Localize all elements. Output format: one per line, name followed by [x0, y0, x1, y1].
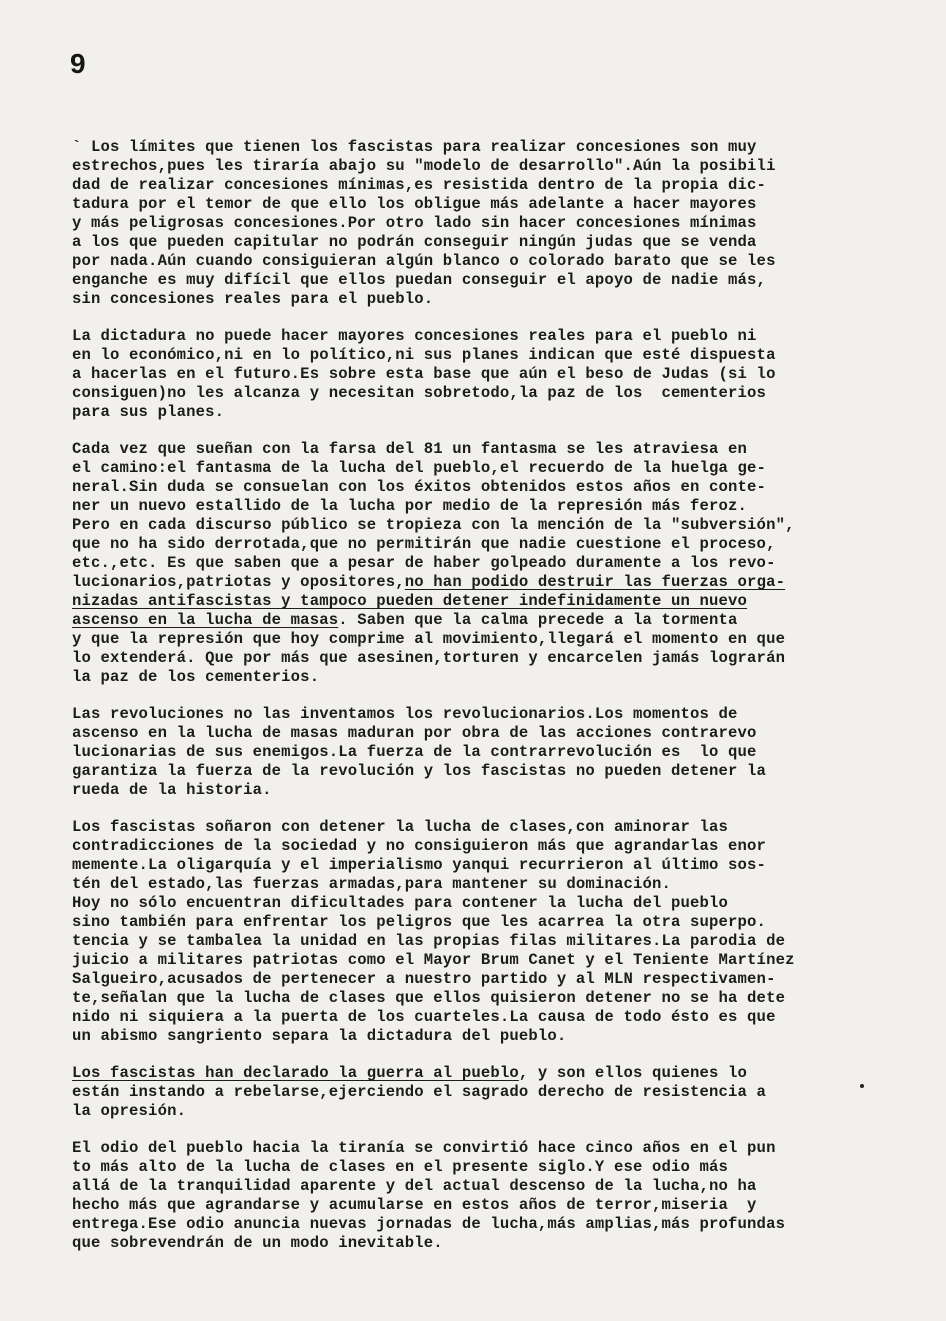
text-line: [72, 932, 862, 951]
text-segment: hecho más que agrandarse y acumularse en estos años de terror,miseria y: [72, 1196, 757, 1214]
text-segment: allá de la tranquilidad aparente y del actual descenso de la lucha,no ha: [72, 1177, 757, 1195]
text-segment: sino también para enfrentar los peligros que les acarrea la otra superpo.: [72, 913, 767, 931]
text-line: [72, 1234, 862, 1253]
text-line: [72, 1102, 862, 1121]
text-segment: memente.La oligarquía y el imperialismo yanqui recurrieron al último sos-: [72, 856, 767, 874]
text-segment: enganche es muy difícil que ellos puedan conseguir el apoyo de nadie más,: [72, 271, 767, 289]
text-segment: to más alto de la lucha de clases en el presente siglo.Y ese odio más: [72, 1158, 729, 1176]
text-line: [72, 951, 862, 970]
text-segment: dad de realizar concesiones mínimas,es resistida dentro de la propia dic-: [72, 176, 767, 194]
text-line: [72, 1027, 862, 1046]
paragraph: [72, 440, 862, 687]
text-line: [72, 1139, 862, 1158]
text-line: [72, 705, 862, 724]
text-segment: Los fascistas soñaron con detener la lucha de clases,con aminorar las: [72, 818, 729, 836]
text-segment: neral.Sin duda se consuelan con los éxitos obtenidos estos años en conte-: [72, 478, 767, 496]
text-segment: etc.,etc. Es que saben que a pesar de haber golpeado duramente a los revo-: [72, 554, 776, 572]
text-line: [72, 1083, 862, 1102]
text-segment: a los que pueden capitular no podrán conseguir ningún judas que se venda: [72, 233, 757, 251]
text-line: [72, 781, 862, 800]
text-segment: Salgueiro,acusados de pertenecer a nuestro partido y al MLN respectivamen-: [72, 970, 776, 988]
paragraph: [72, 138, 862, 309]
text-line: [72, 668, 862, 687]
text-line: [72, 724, 862, 743]
text-line: [72, 497, 862, 516]
text-line: [72, 346, 862, 365]
text-segment: nido ni siquiera a la puerta de los cuarteles.La causa de todo ésto es que: [72, 1008, 776, 1026]
text-segment: Cada vez que sueñan con la farsa del 81 un fantasma se les atraviesa en: [72, 440, 748, 458]
text-line: [72, 573, 862, 592]
text-line: [72, 989, 862, 1008]
text-line: [72, 214, 862, 233]
text-segment: garantiza la fuerza de la revolución y los fascistas no pueden detener la: [72, 762, 767, 780]
text-line: [72, 743, 862, 762]
paragraph: [72, 327, 862, 422]
ink-dot: [860, 1084, 864, 1088]
text-segment: , y son ellos quienes lo: [518, 1064, 748, 1082]
text-segment: Pero en cada discurso público se tropieza con la mención de la "subversión",: [72, 516, 795, 534]
text-segment: que sobrevendrán de un modo inevitable.: [72, 1234, 443, 1252]
text-segment: la opresión.: [72, 1102, 187, 1120]
underlined-text: ascenso en la lucha de masas: [72, 611, 339, 629]
text-line: [72, 233, 862, 252]
text-segment: sin concesiones reales para el pueblo.: [72, 290, 434, 308]
text-line: [72, 630, 862, 649]
text-line: [72, 894, 862, 913]
text-line: [72, 384, 862, 403]
text-segment: entrega.Ese odio anuncia nuevas jornadas de lucha,más amplias,más profundas: [72, 1215, 786, 1233]
text-line: [72, 440, 862, 459]
text-line: [72, 970, 862, 989]
text-line: [72, 649, 862, 668]
text-line: [72, 459, 862, 478]
text-line: [72, 592, 862, 611]
text-segment: y que la represión que hoy comprime al movimiento,llegará el momento en que: [72, 630, 786, 648]
text-segment: un abismo sangriento separa la dictadura del pueblo.: [72, 1027, 567, 1045]
text-segment: contradicciones de la sociedad y no consiguieron más que agrandarlas enor: [72, 837, 767, 855]
text-segment: el camino:el fantasma de la lucha del pueblo,el recuerdo de la huelga ge-: [72, 459, 767, 477]
text-segment: lucionarias de sus enemigos.La fuerza de la contrarrevolución es lo que: [72, 743, 757, 761]
page-number: 9: [70, 48, 86, 79]
text-line: [72, 252, 862, 271]
text-line: [72, 290, 862, 309]
text-line: [72, 157, 862, 176]
text-segment: por nada.Aún cuando consiguieran algún blanco o colorado barato que se les: [72, 252, 776, 270]
text-line: [72, 478, 862, 497]
body-text: [72, 138, 862, 1271]
text-line: [72, 1064, 862, 1083]
text-segment: consiguen)no les alcanza y necesitan sobretodo,la paz de los cementerios: [72, 384, 767, 402]
text-segment: lucionarios,patriotas y opositores,: [72, 573, 405, 591]
paragraph: [72, 1139, 862, 1253]
text-line: [72, 1196, 862, 1215]
underlined-text: no han podido destruir las fuerzas orga-: [404, 573, 786, 591]
text-segment: en lo económico,ni en lo político,ni sus planes indican que esté dispuesta: [72, 346, 776, 364]
text-segment: juicio a militares patriotas como el Mayor Brum Canet y el Teniente Martínez: [72, 951, 795, 969]
text-line: [72, 818, 862, 837]
text-line: [72, 1008, 862, 1027]
text-segment: ascenso en la lucha de masas maduran por obra de las acciones contrarevo: [72, 724, 757, 742]
text-line: [72, 913, 862, 932]
paragraph: [72, 1064, 862, 1121]
text-line: [72, 875, 862, 894]
text-line: [72, 554, 862, 573]
text-line: [72, 365, 862, 384]
text-segment: la paz de los cementerios.: [72, 668, 320, 686]
text-line: [72, 837, 862, 856]
text-line: [72, 535, 862, 554]
text-segment: y más peligrosas concesiones.Por otro lado sin hacer concesiones mínimas: [72, 214, 757, 232]
text-line: [72, 611, 862, 630]
text-line: [72, 1215, 862, 1234]
text-segment: ` Los límites que tienen los fascistas para realizar concesiones son muy: [72, 138, 757, 156]
text-line: [72, 1177, 862, 1196]
underlined-text: Los fascistas han declarado la guerra al pueblo: [72, 1064, 519, 1082]
text-segment: . Saben que la calma precede a la tormenta: [338, 611, 738, 629]
text-segment: tadura por el temor de que ello los obligue más adelante a hacer mayores: [72, 195, 757, 213]
underlined-text: nizadas antifascistas y tampoco pueden detener indefinidamente un nuevo: [72, 592, 748, 610]
text-segment: estrechos,pues les tiraría abajo su "modelo de desarrollo".Aún la posibili: [72, 157, 776, 175]
text-line: [72, 762, 862, 781]
text-segment: ner un nuevo estallido de la lucha por medio de la represión más feroz.: [72, 497, 748, 515]
text-segment: La dictadura no puede hacer mayores concesiones reales para el pueblo ni: [72, 327, 757, 345]
text-line: [72, 516, 862, 535]
text-segment: El odio del pueblo hacia la tiranía se convirtió hace cinco años en el pun: [72, 1139, 776, 1157]
paragraph: [72, 705, 862, 800]
text-segment: Las revoluciones no las inventamos los revolucionarios.Los momentos de: [72, 705, 738, 723]
text-segment: tencia y se tambalea la unidad en las propias filas militares.La parodia de: [72, 932, 786, 950]
text-segment: a hacerlas en el futuro.Es sobre esta base que aún el beso de Judas (si lo: [72, 365, 776, 383]
text-line: [72, 271, 862, 290]
text-line: [72, 176, 862, 195]
text-segment: lo extenderá. Que por más que asesinen,torturen y encarcelen jamás lograrán: [72, 649, 786, 667]
text-segment: rueda de la historia.: [72, 781, 272, 799]
text-segment: te,señalan que la lucha de clases que ellos quisieron detener no se ha dete: [72, 989, 786, 1007]
text-segment: para sus planes.: [72, 403, 225, 421]
text-segment: están instando a rebelarse,ejerciendo el sagrado derecho de resistencia a: [72, 1083, 767, 1101]
text-segment: tén del estado,las fuerzas armadas,para mantener su dominación.: [72, 875, 671, 893]
text-line: [72, 195, 862, 214]
text-line: [72, 856, 862, 875]
text-line: [72, 1158, 862, 1177]
text-line: [72, 138, 862, 157]
text-line: [72, 327, 862, 346]
text-line: [72, 403, 862, 422]
text-segment: Hoy no sólo encuentran dificultades para contener la lucha del pueblo: [72, 894, 729, 912]
paragraph: [72, 818, 862, 1046]
text-segment: que no ha sido derrotada,que no permitirán que nadie cuestione el proceso,: [72, 535, 776, 553]
